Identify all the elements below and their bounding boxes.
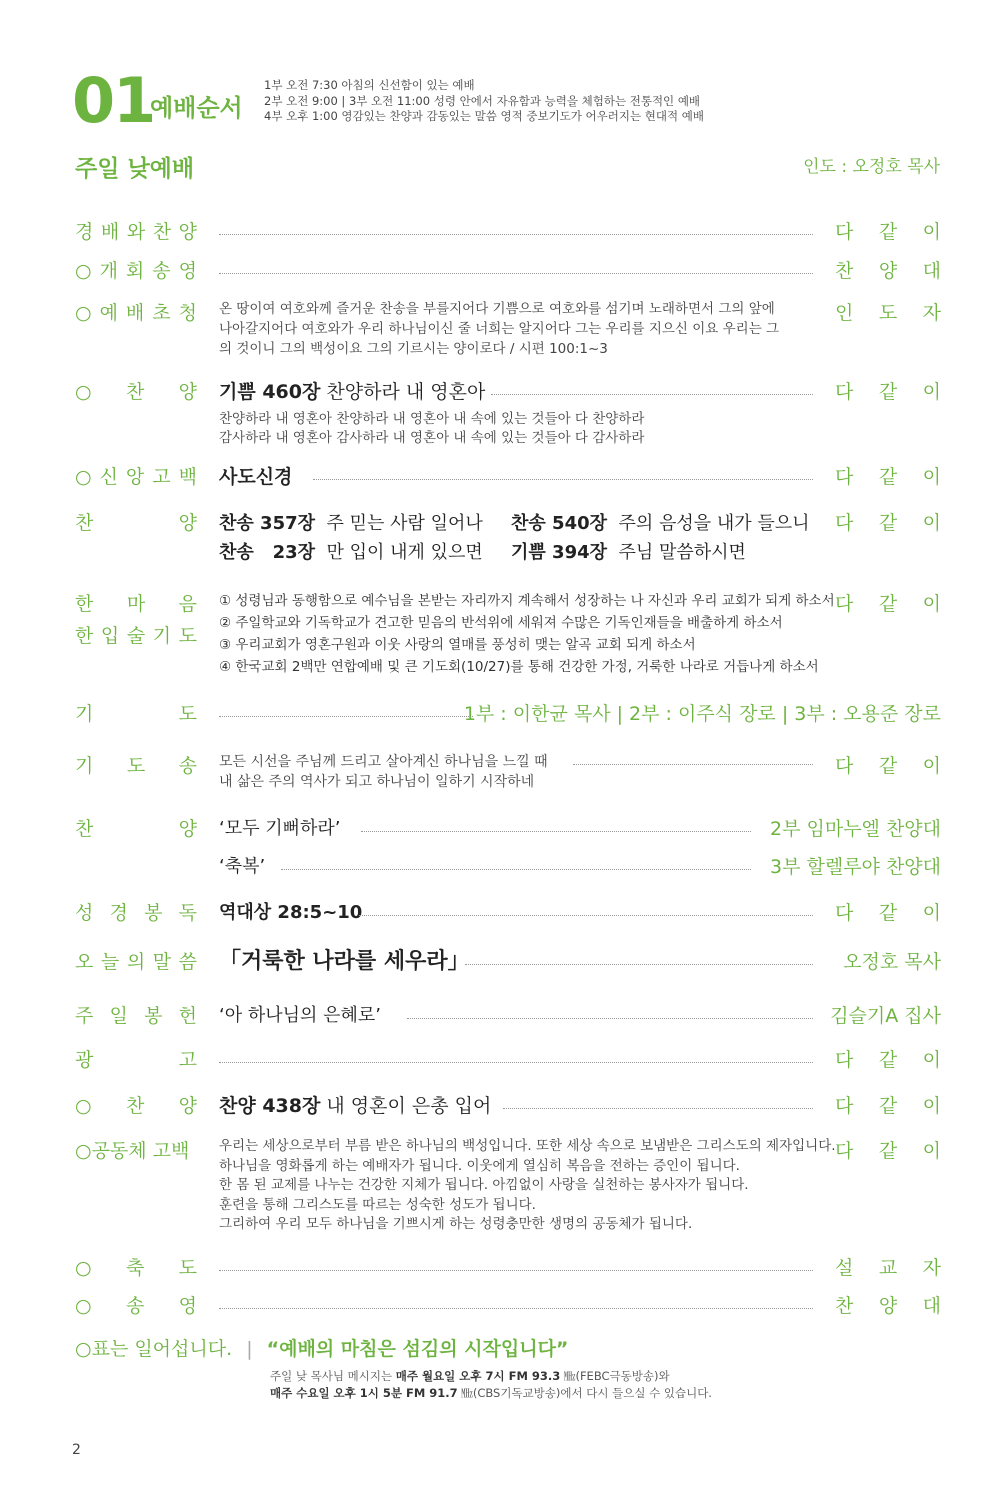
service-leader: 인도 : 오정호 목사 [803,157,940,177]
text-line: 한 몸 된 교제를 나누는 건강한 지체가 됩니다. 아낌없이 사랑을 실천하는 봉사자가 됩니다. [219,1177,749,1193]
prayer-item: ① 성령님과 동행함으로 예수님을 본받는 자리까지 계속해서 성장하는 나 자신과 우리 교회가 되게 하소서 [219,593,835,609]
order-performer: 다 같 이 [835,902,941,924]
text-line: 그리하여 우리 모두 하나님을 기쁘시게 하는 성령충만한 생명의 공동체가 됩니다. [219,1216,693,1232]
order-performer: 찬 양 대 [835,1295,941,1317]
text-line: 하나님을 영화롭게 하는 예배자가 됩니다. 이웃에게 열심히 복음을 전하는 증인이 됩니다. [219,1157,740,1174]
order-label: ○ 송 영 [75,1295,197,1317]
text-line: 찬양하라 내 영혼아 찬양하라 내 영혼아 내 속에 있는 것들아 다 찬양하라 [219,411,645,427]
order-performer: 다 같 이 [835,1049,941,1071]
order-performer: 다 같 이 [835,221,941,243]
prayer-song-text [219,752,548,792]
choir-name: 3부 할렐루야 찬양대 [770,856,941,878]
service-times [264,78,704,125]
leader-dots [219,273,813,274]
text-line: 나아갈지어다 여호와가 우리 하나님이신 줄 너희는 알지어다 그는 우리를 지으신 이요 우리는 그 [219,321,780,337]
hymn-number: 기쁨 394장 [511,542,608,563]
section-title: 예배순서 [150,94,243,122]
order-label: 찬 양 [75,818,197,840]
order-label: 한 마 음 [75,593,197,615]
broadcast-time: 매주 수요일 오후 1시 5분 FM 91.7 [270,1386,458,1400]
text-line: 온 땅이여 여호와께 즐거운 찬송을 부를지어다 기쁨으로 여호와를 섬기며 노래하면서 그의 앞에 [219,301,775,317]
hymn-name: 주 믿는 사람 일어나 [326,513,483,534]
hymn-line [219,538,483,567]
text-line: 모든 시선을 주님께 드리고 살아계신 하나님을 느낄 때 [219,754,548,770]
order-label: ○공동체 고백 [75,1140,190,1162]
hymn-line [511,538,810,567]
hymn-list [219,509,483,567]
text-line: 내 삶은 주의 역사가 되고 하나님이 일하기 시작하네 [219,774,535,790]
sermon-title: 「거룩한 나라를 세우라」 [219,949,470,974]
text-line: 의 것이니 그의 백성이요 그의 기르시는 양이로다 / 시편 100:1~3 [219,341,608,357]
invitation-text [219,299,779,359]
broadcast-text: ㎒(FEBC극동방송)와 [560,1369,670,1383]
order-performer: 다 같 이 [835,593,941,615]
order-performer: 찬 양 대 [835,260,941,282]
leader-dots [359,915,813,916]
order-performer: 1부 : 이한균 목사 | 2부 : 이주식 장로 | 3부 : 오용준 장로 [463,703,941,725]
offertory-song: ‘아 하나님의 은혜로’ [219,1005,381,1026]
order-performer: 김슬기A 집사 [830,1005,941,1027]
broadcast-line [270,1368,712,1385]
scripture-reference: 역대상 28:5~10 [219,902,363,923]
song-name: 내 영혼이 은총 입어 [320,1095,492,1117]
leader-dots [361,831,751,832]
order-label: 한 입 술 기 도 [75,625,197,647]
broadcast-line [270,1385,712,1402]
leader-dots [219,716,473,717]
text-line: 훈련을 통해 그리스도를 따르는 성숙한 성도가 됩니다. [219,1196,536,1213]
song-number: 기쁨 460장 [219,381,321,403]
order-label: ○ 찬 양 [75,381,197,403]
service-name: 주일 낮예배 [75,156,195,182]
service-time-line: 1부 오전 7:30 아침의 신선함이 있는 예배 [264,78,475,92]
order-label: 경 배 와 찬 양 [75,221,197,243]
order-label: ○ 개 회 송 영 [75,260,197,282]
leader-dots [407,1018,813,1019]
order-performer: 다 같 이 [835,1095,941,1117]
prayer-item: ④ 한국교회 2백만 연합예배 및 큰 기도회(10/27)를 통해 건강한 가정, 거룩한 나라로 거듭나게 하소서 [219,659,819,675]
order-performer: 다 같 이 [835,755,941,777]
order-performer: 다 같 이 [835,466,941,488]
song-lyrics [219,410,644,448]
hymn-number: 찬송 23장 [219,542,316,563]
leader-dots [491,394,813,395]
footer-note [75,1334,568,1361]
hymn-list [511,509,810,567]
order-label: ○ 축 도 [75,1257,197,1279]
hymn-number: 찬송 540장 [511,513,608,534]
hymn-name: 만 입이 내게 있으면 [326,542,483,563]
order-performer: 오정호 목사 [843,951,941,973]
service-time-line: 2부 오전 9:00 | 3부 오전 11:00 성령 안에서 자유함과 능력을 체험하는 전통적인 예배 [264,93,701,108]
order-label: 광 고 [75,1049,197,1071]
separator: | [246,1338,253,1360]
prayer-item: ② 주일학교와 기독학교가 견고한 믿음의 반석위에 세워져 수많은 기독인재들을 배출하게 하소서 [219,615,783,631]
order-label: 찬 양 [75,512,197,534]
order-performer: 다 같 이 [835,512,941,534]
hymn-line [219,509,483,538]
order-label: 성 경 봉 독 [75,902,197,924]
prayer-list [219,590,835,678]
order-label: ○ 예 배 초 청 [75,302,197,324]
hymn-name: 주님 말씀하시면 [618,542,746,563]
hymn-line [511,509,810,538]
order-performer: 다 같 이 [835,381,941,403]
text-line: 감사하라 내 영혼아 감사하라 내 영혼아 내 속에 있는 것들아 다 감사하라 [219,430,645,446]
broadcast-info [270,1368,712,1402]
anthem-title: ‘모두 기뻐하라’ [219,818,341,839]
hymn-number: 찬송 357장 [219,513,316,534]
service-time-line: 4부 오후 1:00 영감있는 찬양과 감동있는 말씀 영적 중보기도가 어우러지는 현대적 예배 [264,109,704,123]
leader-dots [219,1270,813,1271]
broadcast-text: 주일 낮 목사님 메시지는 [270,1369,396,1383]
leader-dots [503,1108,813,1109]
broadcast-time: 매주 월요일 오후 7시 FM 93.3 [395,1369,561,1383]
leader-dots [465,964,813,965]
leader-dots [313,479,813,480]
hymn-name: 주의 음성을 내가 들으니 [618,513,810,534]
order-label: 주 일 봉 헌 [75,1005,197,1027]
song-number: 찬양 438장 [219,1095,321,1117]
standing-note: ○표는 일어섭니다. [75,1338,233,1360]
leader-dots [219,1062,813,1063]
leader-dots [573,764,813,765]
order-performer: 설 교 자 [835,1257,941,1279]
broadcast-text: ㎒(CBS기독교방송)에서 다시 들으실 수 있습니다. [457,1386,712,1400]
text-line: 우리는 세상으로부터 부름 받은 하나님의 백성입니다. 또한 세상 속으로 보냄받은 그리스도의 제자입니다. [219,1138,836,1154]
order-performer: 다 같 이 [835,1140,941,1162]
choir-name: 2부 임마누엘 찬양대 [770,818,941,840]
section-number: 01 [72,64,155,137]
order-label: 기 도 [75,703,197,725]
creed-text: 사도신경 [219,466,293,488]
leader-dots [281,869,751,870]
leader-dots [219,1308,813,1309]
order-label: ○ 찬 양 [75,1095,197,1117]
order-label: 기 도 송 [75,755,197,777]
prayer-item: ③ 우리교회가 영혼구원과 이웃 사랑의 열매를 풍성히 맺는 알곡 교회 되게 하소서 [219,637,696,653]
song-title [219,378,485,406]
leader-dots [219,234,813,235]
confession-text [219,1137,836,1235]
worship-motto: “예배의 마침은 섬김의 시작입니다” [266,1338,569,1360]
order-performer: 인 도 자 [835,302,941,324]
page-number: 2 [72,1442,81,1458]
order-label: 오 늘 의 말 씀 [75,951,197,973]
order-label: ○ 신 앙 고 백 [75,466,197,488]
song-title [219,1092,491,1120]
anthem-title: ‘축복’ [219,856,266,877]
song-name: 찬양하라 내 영혼아 [320,381,486,403]
